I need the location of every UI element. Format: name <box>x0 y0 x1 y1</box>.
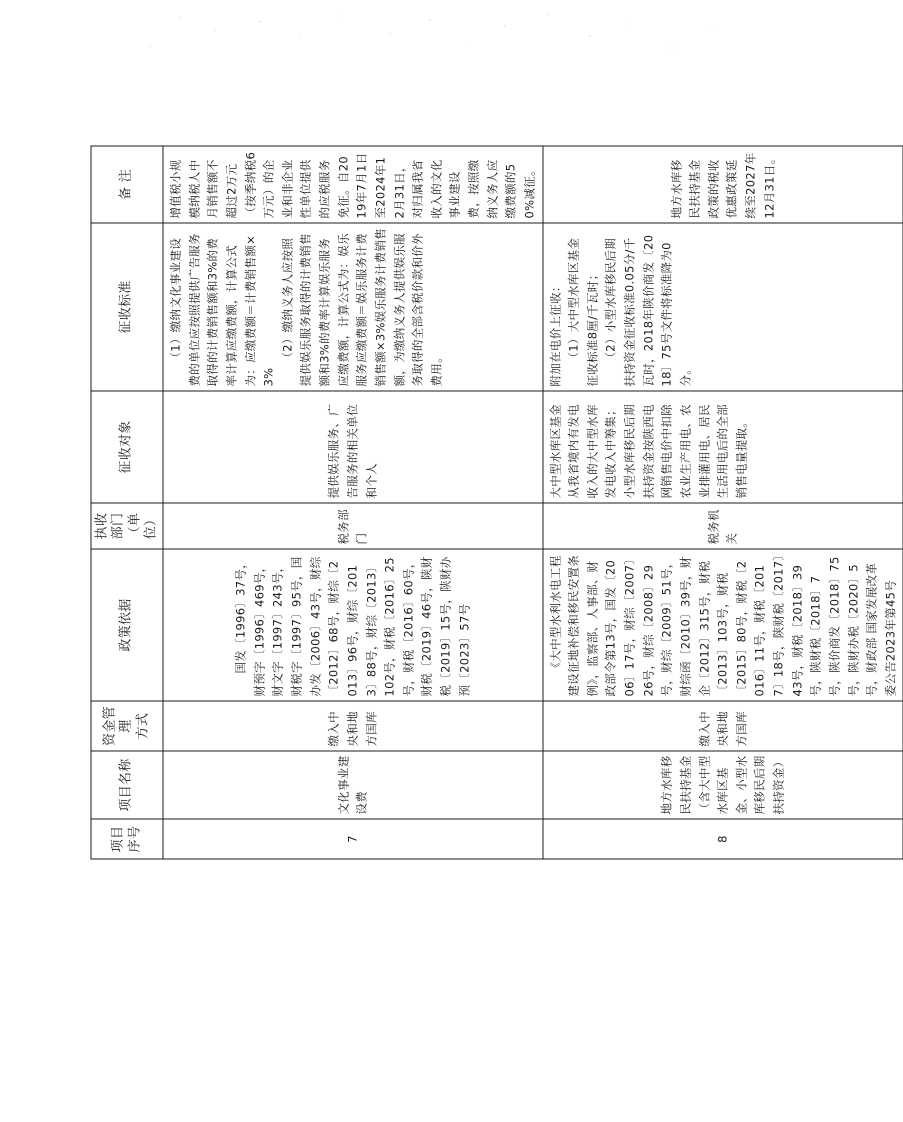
header-standard: 征收标准 <box>91 223 163 391</box>
row-dept: 税务机关 <box>542 503 903 549</box>
row-basis: 国发〔1996〕37号，财预字〔1996〕469号，财文字〔1997〕243号，财税字〔1997〕95号，国办发〔2006〕43号，财综〔2012〕68号，财综〔2013〕96号，财综〔2013〕88号，财综〔2013〕102号，财税〔2016〕25号，财税〔2016〕60号，财税〔2019〕46号，陕财税〔2019〕15号，陕财办预〔2023〕57号 <box>163 549 543 701</box>
standard-paragraph: （2）缴纳义务人应按照提供娱乐服务取得的计费销售额和3%的费率计算娱乐服务应缴费额，计算公式为：娱乐服务应缴费额＝娱乐服务计费销售额×3%娱乐服务计费销售额，为缴纳义务人提供娱乐服务取得的全部含税价款和价外费用。 <box>279 227 443 386</box>
row-standard <box>542 223 903 391</box>
standard-paragraph: （2）小型水库移民后期扶持资金征收标准0.05分/千瓦时，2018年陕价商发〔2018〕75号文件将标准降为0分。 <box>603 234 692 386</box>
fee-policy-table <box>90 145 903 859</box>
row-basis: 《大中型水利水电工程建设征地补偿和移民安置条例》，监察部、人事部、财政部令第13号，国发〔2006〕17号，财综〔2007〕26号，财综〔2008〕29号，财综〔2009〕51号，财综函〔2010〕39号，财企〔2012〕315号，财税〔2013〕103号，财税〔2015〕80号，财税〔2016〕11号，财税〔2017〕18号，陕财税〔2017〕43号，财税〔2018〕39号，陕财税〔2018〕7号，陕价商发〔2018〕75号，陕财办税〔2020〕5号，财政部 国家发展改革委公告2023年第45号 <box>542 549 903 701</box>
rotated-table-wrapper <box>90 146 897 859</box>
row-mgmt: 缴入中央和地方国库 <box>542 701 903 751</box>
row-standard <box>163 223 543 391</box>
header-note: 备 注 <box>91 146 163 223</box>
header-seq: 项目 序号 <box>91 819 163 859</box>
standard-paragraph: 附加在电价上征收： <box>547 279 562 386</box>
header-basis: 政策依据 <box>91 549 163 701</box>
row-name: 文化事业建设费 <box>163 751 543 819</box>
row-note: 增值税小规模纳税人中月销售额不超过2万元（按季纳税6万元）的企业和非企业性单位提供的应税服务免征。自2019年7月1日至2024年12月31日，对归属我省收入的文化事业建设费，按照缴纳义务人应缴费额的50%减征。 <box>163 146 543 223</box>
row-target: 大中型水库区基金从我省境内有发电收入的大中型水库发电收入中筹集；小型水库移民后期扶持资金按陕西电网销售电价中扣除农业生产用电、农业排灌用电、居民生活用电后的全部销售电量提取。 <box>542 391 903 503</box>
standard-paragraph: （1）缴纳文化事业建设费的单位应按照提供广告服务取得的计费销售额和3%的费率计算应缴费额，计算公式为：应缴费额＝计费销售额×3% <box>168 232 276 386</box>
scan-speckle <box>0 8 793 68</box>
header-dept: 执收部门 （单位） <box>91 503 163 549</box>
row-seq: 7 <box>163 819 543 859</box>
standard-paragraph: （1）大中型水库区基金征收标准8厘/千瓦时； <box>566 237 599 386</box>
header-target: 征收对象 <box>91 391 163 503</box>
row-seq: 8 <box>542 819 903 859</box>
table-header-row <box>91 146 163 859</box>
row-dept: 税务部门 <box>163 503 543 549</box>
table-row <box>163 146 543 859</box>
header-name: 项目名称 <box>91 751 163 819</box>
row-note: 地方水库移民扶持基金政策的税收优惠政策延续至2027年12月31日。 <box>542 146 903 223</box>
row-target: 提供娱乐服务、广告服务的相关单位和个人 <box>163 391 543 503</box>
row-name: 地方水库移民扶持基金（含大中型水库区基金、小型水库移民后期扶持资金） <box>542 751 903 819</box>
header-mgmt: 资金管理 方式 <box>91 701 163 751</box>
row-mgmt: 缴入中央和地方国库 <box>163 701 543 751</box>
table-row <box>542 146 903 859</box>
